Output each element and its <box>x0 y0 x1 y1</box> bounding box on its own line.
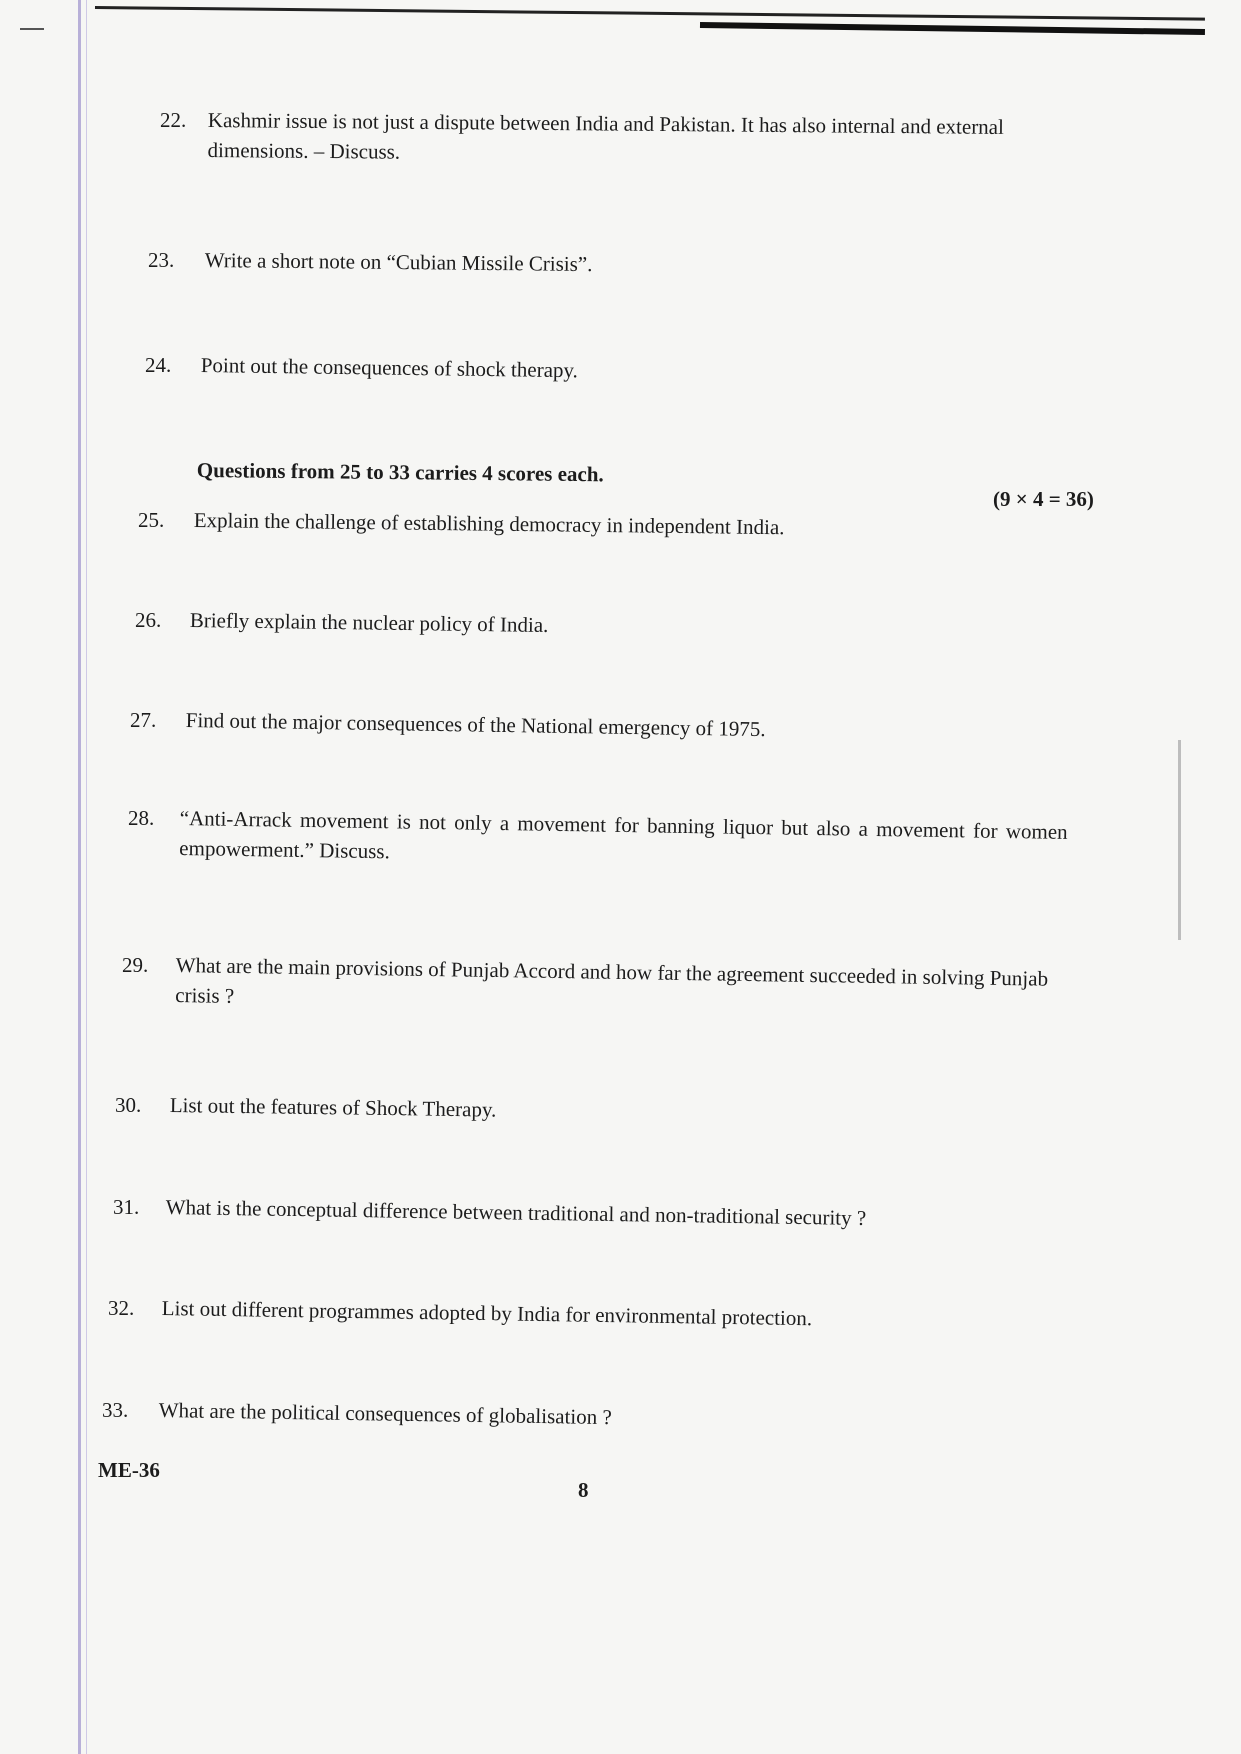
question-number: 28. <box>128 806 155 830</box>
question-number: 26. <box>135 608 162 632</box>
question-text: Briefly explain the nuclear policy of India. <box>189 607 549 638</box>
paper-code: ME-36 <box>98 1458 160 1482</box>
question-text: Find out the major consequences of the National emergency of 1975. <box>185 707 766 742</box>
question-number: 25. <box>138 508 165 532</box>
question-text: What are the political consequences of globalisation ? <box>158 1397 612 1430</box>
question-text: What is the conceptual difference between traditional and non-traditional security ? <box>165 1194 867 1230</box>
question-number: 33. <box>102 1398 129 1422</box>
question-31 <box>113 1192 1063 1230</box>
question-33 <box>102 1395 1002 1430</box>
question-number: 24. <box>145 353 172 377</box>
page-number: 8 <box>578 1478 589 1502</box>
question-22 <box>160 105 1095 165</box>
question-number: 29. <box>122 953 149 977</box>
question-number: 31. <box>113 1195 140 1219</box>
binding-stripe-inner <box>86 0 87 1754</box>
question-number: 22. <box>160 108 187 132</box>
question-24 <box>145 350 1045 383</box>
question-text: “Anti-Arrack movement is not only a movement for banning liquor but also a movement for women empowerment.” Discuss. <box>179 805 1068 864</box>
question-25 <box>138 505 1038 540</box>
question-26 <box>135 605 1035 638</box>
question-number: 23. <box>148 248 175 272</box>
question-number: 32. <box>108 1296 135 1320</box>
question-text: List out different programmes adopted by India for environmental protection. <box>161 1295 813 1331</box>
question-text: List out the features of Shock Therapy. <box>169 1092 497 1122</box>
question-27 <box>130 705 1030 742</box>
question-text: Point out the consequences of shock therapy. <box>200 352 579 383</box>
question-28 <box>128 803 1068 863</box>
page-edge-shadow <box>1178 740 1181 940</box>
question-23 <box>148 245 1048 275</box>
question-text: Kashmir issue is not just a dispute between India and Pakistan. It has also internal and external dimensions. – Discuss. <box>207 107 1005 164</box>
top-rule-thick <box>700 22 1205 35</box>
section-heading: Questions from 25 to 33 carries 4 scores each. <box>196 458 604 487</box>
question-text: Write a short note on “Cubian Missile Crisis”. <box>204 247 593 277</box>
section-marks: (9 × 4 = 36) <box>993 487 1094 511</box>
corner-mark <box>20 28 44 30</box>
binding-stripe <box>78 0 81 1754</box>
question-32 <box>108 1293 1058 1331</box>
question-number: 27. <box>130 708 157 732</box>
question-30 <box>115 1090 1015 1120</box>
top-rule <box>95 6 1205 21</box>
question-29 <box>122 950 1062 1010</box>
question-number: 30. <box>115 1093 142 1117</box>
question-text: What are the main provisions of Punjab Accord and how far the agreement succeeded in solving Punjab crisis ? <box>175 952 1049 1008</box>
question-text: Explain the challenge of establishing democracy in independent India. <box>193 507 785 540</box>
